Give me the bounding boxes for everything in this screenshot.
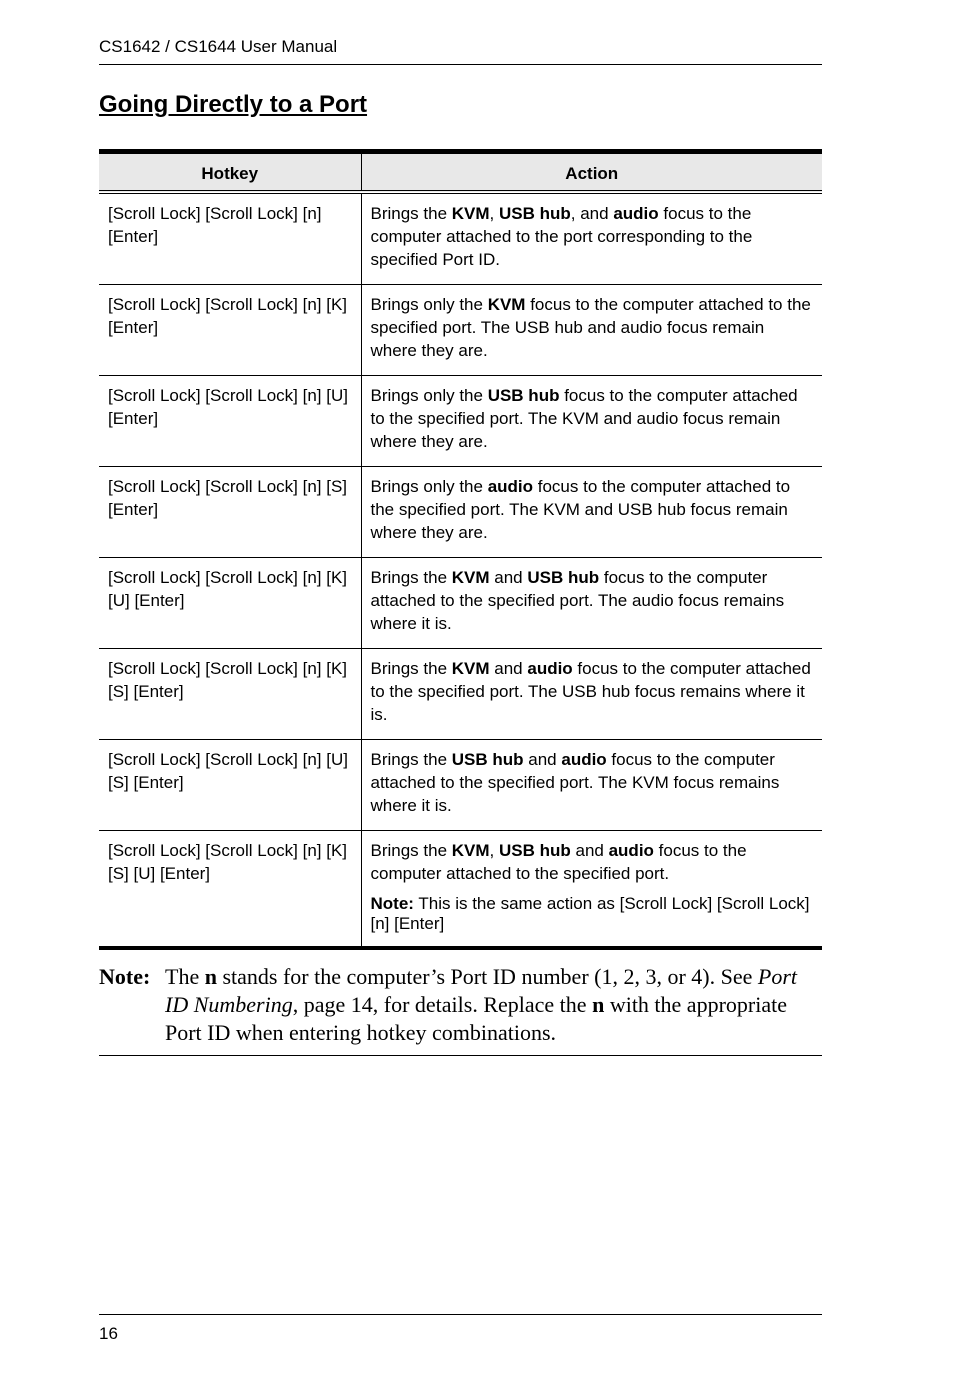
- action-text-segment: Brings the: [370, 659, 452, 678]
- hotkey-cell: [Scroll Lock] [Scroll Lock] [n] [Enter]: [99, 192, 361, 285]
- action-keyword: audio: [613, 204, 659, 223]
- note-label: Note:: [99, 964, 151, 989]
- table-row: [99, 649, 822, 740]
- note-bottom-divider: [99, 1055, 822, 1056]
- action-text-segment: Brings the: [370, 204, 452, 223]
- action-text-segment: and: [489, 568, 528, 587]
- action-text-segment: ,: [489, 204, 499, 223]
- note-text: The: [165, 964, 205, 989]
- action-text-segment: focus to the computer attached to the specified port. The KVM and USB hub focus remain where they are.: [370, 477, 791, 542]
- action-text-segment: Brings only the: [370, 386, 488, 405]
- action-keyword: USB hub: [527, 568, 600, 587]
- action-text-segment: Brings only the: [370, 477, 488, 496]
- action-text-segment: focus to the computer attached to the port corresponding to the specified Port ID.: [370, 204, 753, 269]
- action-cell: [361, 192, 822, 285]
- hotkey-cell: [Scroll Lock] [Scroll Lock] [n] [K] [Enter]: [99, 285, 361, 376]
- action-text-segment: Brings the: [370, 568, 452, 587]
- action-text: [371, 839, 815, 885]
- hotkey-table-body: [99, 192, 822, 948]
- page-number: 16: [99, 1324, 118, 1343]
- column-header-hotkey: Hotkey: [99, 152, 361, 193]
- table-header-row: [99, 152, 822, 193]
- action-text-segment: focus to the computer attached to the specified port.: [370, 841, 747, 883]
- note-emphasis: n: [592, 992, 605, 1017]
- action-cell: [361, 376, 822, 467]
- action-keyword: KVM: [451, 659, 490, 678]
- note-emphasis: n: [204, 964, 217, 989]
- action-text-segment: focus to the computer attached to the specified port. The USB hub and audio focus remain where they are.: [370, 295, 811, 360]
- table-row: [99, 192, 822, 285]
- action-text-segment: , and: [570, 204, 614, 223]
- action-keyword: audio: [487, 477, 534, 496]
- note-block: [99, 963, 822, 1047]
- running-header: CS1642 / CS1644 User Manual: [99, 37, 338, 56]
- action-text-segment: Brings only the: [370, 295, 488, 314]
- action-text-segment: and: [523, 750, 562, 769]
- action-cell: [361, 649, 822, 740]
- table-row: [99, 467, 822, 558]
- action-text-segment: and: [489, 659, 528, 678]
- action-text: [371, 475, 815, 544]
- action-text: [371, 293, 815, 362]
- table-row: [99, 285, 822, 376]
- action-cell: [361, 285, 822, 376]
- action-keyword: USB hub: [451, 750, 524, 769]
- footer-divider: [99, 1314, 822, 1315]
- action-text-segment: focus to the computer attached to the specified port. The KVM focus remains where it is.: [370, 750, 780, 815]
- row-note-label: Note:: [370, 894, 414, 913]
- hotkey-table: [99, 149, 822, 950]
- note-body: [165, 963, 822, 1047]
- action-text-segment: focus to the computer attached to the specified port. The USB hub focus remains where it is.: [370, 659, 811, 724]
- header-divider: [99, 64, 822, 65]
- hotkey-cell: [Scroll Lock] [Scroll Lock] [n] [K] [S] [U] [Enter]: [99, 831, 361, 949]
- note-reference: Port ID Numbering: [165, 964, 798, 1017]
- action-text: [371, 657, 815, 726]
- table-row: [99, 376, 822, 467]
- action-cell: [361, 831, 822, 949]
- hotkey-cell: [Scroll Lock] [Scroll Lock] [n] [U] [S] [Enter]: [99, 740, 361, 831]
- table-row: [99, 740, 822, 831]
- action-text: [371, 566, 815, 635]
- action-text-segment: focus to the computer attached to the specified port. The audio focus remains where it is.: [370, 568, 785, 633]
- action-keyword: USB hub: [499, 204, 571, 223]
- action-text-segment: ,: [489, 841, 499, 860]
- hotkey-cell: [Scroll Lock] [Scroll Lock] [n] [K] [S] [Enter]: [99, 649, 361, 740]
- action-cell: [361, 558, 822, 649]
- row-note: [371, 894, 815, 934]
- hotkey-cell: [Scroll Lock] [Scroll Lock] [n] [S] [Enter]: [99, 467, 361, 558]
- action-keyword: KVM: [487, 295, 526, 314]
- action-text-segment: Brings the: [370, 841, 452, 860]
- action-keyword: USB hub: [499, 841, 571, 860]
- hotkey-cell: [Scroll Lock] [Scroll Lock] [n] [U] [Enter]: [99, 376, 361, 467]
- action-text-segment: and: [570, 841, 609, 860]
- action-cell: [361, 467, 822, 558]
- column-header-action: Action: [361, 152, 822, 193]
- action-keyword: KVM: [451, 841, 490, 860]
- action-text: [371, 384, 815, 453]
- hotkey-cell: [Scroll Lock] [Scroll Lock] [n] [K] [U] [Enter]: [99, 558, 361, 649]
- table-row: [99, 558, 822, 649]
- action-keyword: KVM: [451, 568, 490, 587]
- action-keyword: audio: [608, 841, 654, 860]
- table-row: [99, 831, 822, 949]
- action-keyword: USB hub: [487, 386, 560, 405]
- note-text: , page 14, for details. Replace the: [292, 992, 593, 1017]
- action-text: [371, 748, 815, 817]
- row-note-text: This is the same action as [Scroll Lock] [Scroll Lock] [n] [Enter]: [370, 894, 810, 933]
- action-text: [371, 202, 815, 271]
- action-text-segment: Brings the: [370, 750, 452, 769]
- action-keyword: audio: [561, 750, 607, 769]
- action-keyword: audio: [527, 659, 573, 678]
- action-cell: [361, 740, 822, 831]
- action-keyword: KVM: [451, 204, 490, 223]
- note-top-divider: [99, 949, 822, 950]
- action-text-segment: focus to the computer attached to the specified port. The KVM and audio focus remain where they are.: [370, 386, 798, 451]
- section-title: Going Directly to a Port: [99, 91, 368, 118]
- note-text: with the appropriate Port ID when entering hotkey combinations.: [165, 992, 787, 1045]
- note-text: stands for the computer’s Port ID number (1, 2, 3, or 4). See: [216, 964, 758, 989]
